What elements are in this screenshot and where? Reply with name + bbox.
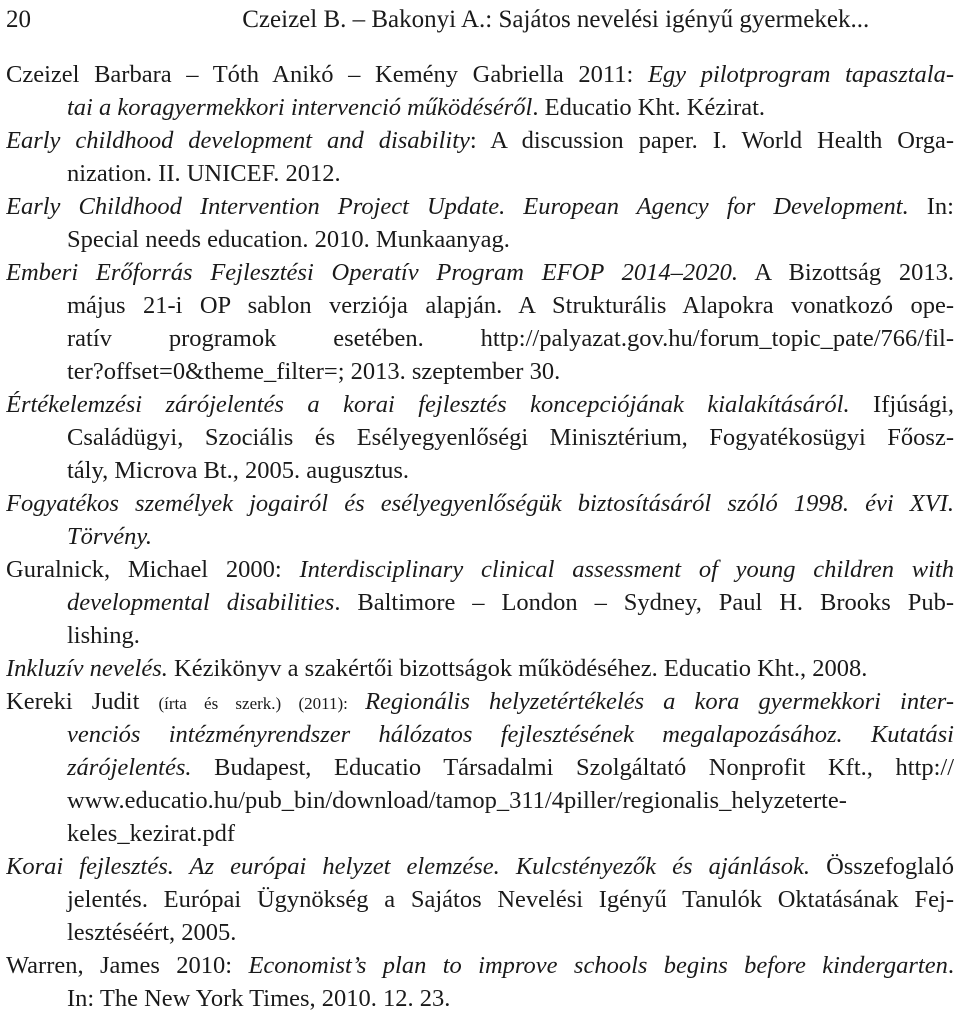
reference-line-continued — [6, 223, 954, 256]
italic-title-text: Economist’s plan to improve schools begins before kindergarten — [248, 952, 948, 979]
reference-line-continued — [6, 520, 954, 553]
italic-title-text: venciós intézményrendszer hálózatos fejlesztésének megalapozásához. Kutatási — [67, 721, 954, 748]
reference-line-first — [6, 124, 954, 157]
reference-entry — [6, 190, 954, 256]
reference-text: Warren, James 2010: — [6, 952, 249, 979]
reference-entry — [6, 487, 954, 553]
reference-text: Czeizel Barbara – Tóth Anikó – Kemény Gabriella 2011: — [6, 61, 648, 88]
italic-title-text: Törvény. — [67, 523, 153, 550]
reference-line-continued — [6, 91, 954, 124]
reference-text: jelentés. Európai Ügynökség a Sajátos Nevelési Igényű Tanulók Oktatásának Fej- — [67, 886, 954, 913]
reference-text: . Educatio Kht. Kézirat. — [532, 94, 766, 121]
italic-title-text: Emberi Erőforrás Fejlesztési Operatív Program EFOP 2014–2020. — [6, 259, 739, 286]
reference-line-first — [6, 58, 954, 91]
reference-line-first — [6, 190, 954, 223]
reference-text: Ifjúsági, — [849, 391, 954, 418]
italic-title-text: zárójelentés. — [67, 754, 192, 781]
page-number: 20 — [6, 6, 31, 33]
italic-title-text: Értékelemzési zárójelentés a korai fejlesztés koncepciójának kialakításáról. — [6, 391, 850, 418]
reference-line-first — [6, 388, 954, 421]
reference-text: In: — [908, 193, 954, 220]
reference-text: Kézikönyv a szakértői bizottságok működéséhez. Educatio Kht., 2008. — [167, 655, 868, 682]
reference-text: május 21-i OP sablon verziója alapján. A Strukturális Alapokra vonatkozó ope- — [67, 292, 954, 319]
reference-text: www.educatio.hu/pub_bin/download/tamop_311/4piller/regionalis_helyzeterte- — [67, 787, 847, 814]
italic-title-text: Interdisciplinary clinical assessment of young children with — [299, 556, 954, 583]
italic-title-text: Inkluzív nevelés. — [6, 655, 168, 682]
reference-text: keles_kezirat.pdf — [67, 820, 236, 847]
reference-entry — [6, 685, 954, 850]
reference-line-continued — [6, 421, 954, 454]
reference-line-continued — [6, 916, 954, 949]
reference-line-first — [6, 256, 954, 289]
reference-text: lesztéséért, 2005. — [67, 919, 237, 946]
running-header — [6, 2, 954, 38]
reference-entry — [6, 850, 954, 949]
reference-text: ratív programok esetében. http://palyazat.gov.hu/forum_topic_pate/766/fil- — [67, 325, 954, 352]
italic-title-text: developmental disabilities — [67, 589, 335, 616]
reference-line-continued — [6, 982, 954, 1015]
reference-line-first — [6, 850, 954, 883]
reference-entry — [6, 256, 954, 388]
reference-text: Guralnick, Michael 2000: — [6, 556, 300, 583]
reference-line-continued — [6, 619, 954, 652]
reference-text: A Bizottság 2013. — [738, 259, 954, 286]
reference-entry — [6, 58, 954, 124]
reference-line-first — [6, 685, 954, 718]
reference-line-continued — [6, 883, 954, 916]
reference-entry — [6, 553, 954, 652]
reference-text: Special needs education. 2010. Munkaanyag. — [67, 226, 510, 253]
reference-text: lishing. — [67, 622, 140, 649]
reference-line-continued — [6, 322, 954, 355]
reference-text: (2011): — [281, 694, 366, 713]
reference-text: nization. II. UNICEF. 2012. — [67, 160, 341, 187]
reference-text: Összefoglaló — [809, 853, 954, 880]
reference-text: : A discussion paper. I. World Health Orga- — [469, 127, 954, 154]
reference-entry — [6, 652, 954, 685]
reference-entry — [6, 124, 954, 190]
reference-text: . Baltimore – London – Sydney, Paul H. Brooks Pub- — [334, 589, 954, 616]
italic-title-text: Regionális helyzetértékelés a kora gyermekkori inter- — [365, 688, 954, 715]
italic-title-text: Early childhood development and disability — [6, 127, 470, 154]
italic-title-text: Korai fejlesztés. Az európai helyzet elemzése. Kulcstényezők és ajánlások. — [6, 853, 810, 880]
reference-line-first — [6, 553, 954, 586]
reference-line-continued — [6, 784, 954, 817]
italic-title-text: Early Childhood Intervention Project Update. European Agency for Development. — [6, 193, 909, 220]
reference-text: tály, Microva Bt., 2005. augusztus. — [67, 457, 410, 484]
reference-text: ter?offset=0&theme_filter=; 2013. szeptember 30. — [67, 358, 561, 385]
reference-line-continued — [6, 751, 954, 784]
reference-line-continued — [6, 355, 954, 388]
reference-text: Kereki Judit — [6, 688, 159, 715]
running-title: Czeizel B. – Bakonyi A.: Sajátos nevelési igényű gyermekek... — [242, 6, 870, 33]
reference-line-continued — [6, 454, 954, 487]
reference-text: Családügyi, Szociális és Esélyegyenlőségi Minisztérium, Fogyatékosügyi Főosz- — [67, 424, 954, 451]
reference-line-continued — [6, 817, 954, 850]
reference-list — [6, 58, 954, 1015]
reference-text: . — [947, 952, 954, 979]
reference-entry — [6, 388, 954, 487]
italic-title-text: tai a koragyermekkori intervenció működéséről — [67, 94, 533, 121]
reference-line-first — [6, 652, 954, 685]
reference-line-continued — [6, 289, 954, 322]
reference-line-continued — [6, 586, 954, 619]
reference-text: Budapest, Educatio Társadalmi Szolgáltató Nonprofit Kft., http:// — [191, 754, 954, 781]
reference-line-continued — [6, 157, 954, 190]
reference-text: (írta és szerk.) — [158, 694, 282, 713]
reference-text: In: The New York Times, 2010. 12. 23. — [67, 985, 451, 1012]
reference-entry — [6, 949, 954, 1015]
reference-line-first — [6, 949, 954, 982]
italic-title-text: Fogyatékos személyek jogairól és esélyegyenlőségük biztosításáról szóló 1998. évi XVI. — [6, 490, 954, 517]
italic-title-text: Egy pilotprogram tapasztala- — [647, 61, 954, 88]
reference-line-continued — [6, 718, 954, 751]
reference-line-first — [6, 487, 954, 520]
